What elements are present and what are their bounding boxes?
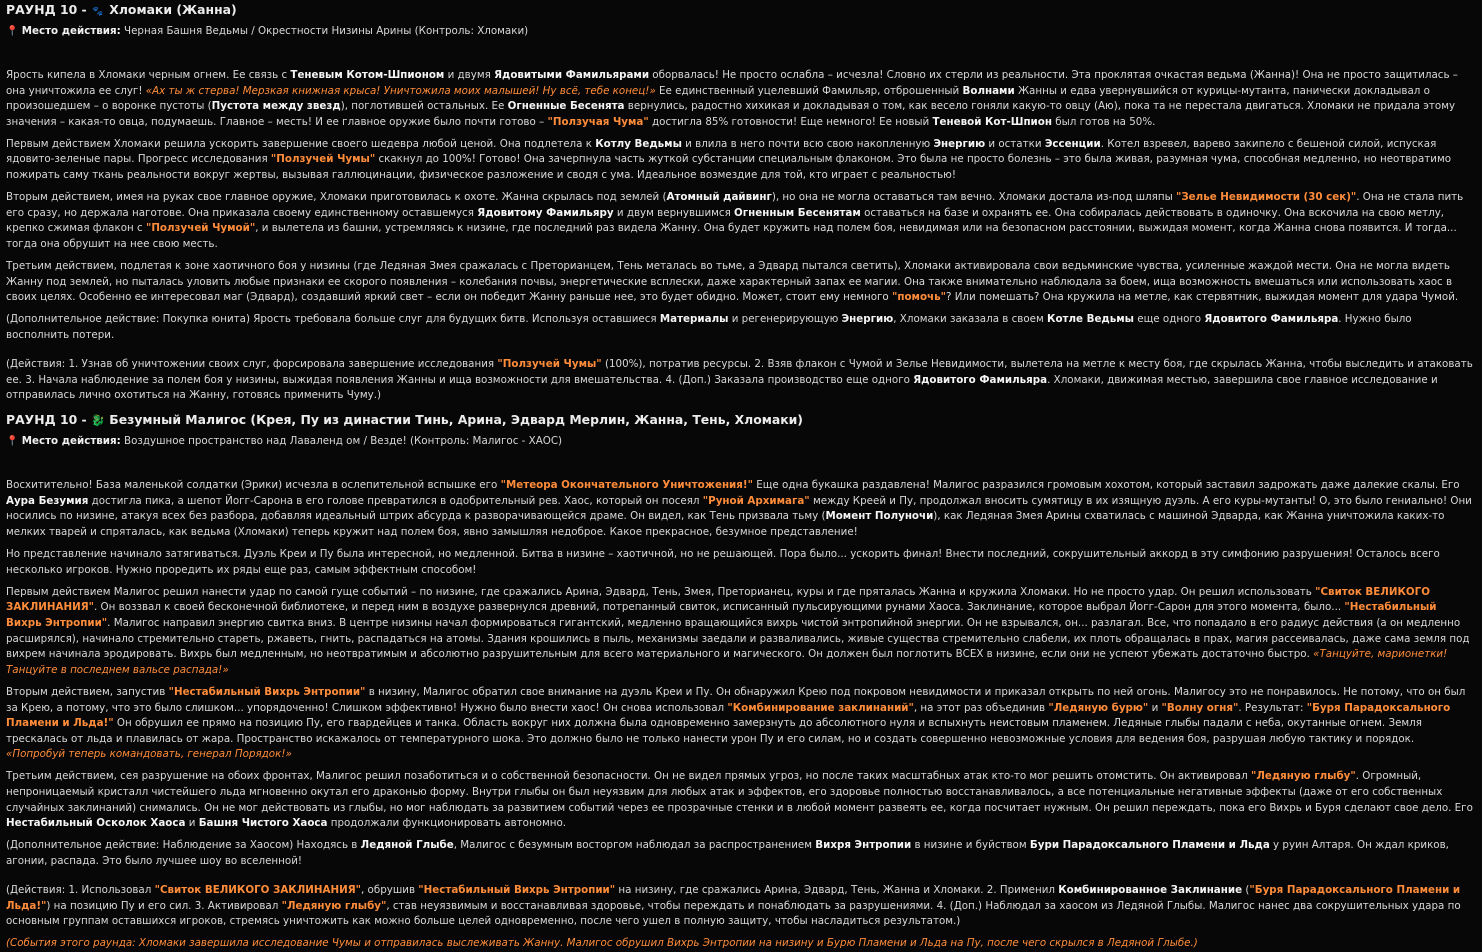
paragraph: Вторым действием, имея на руках свое главное оружие, Хломаки приготовилась к охоте. Жанна скрылась под землей (Атомный дайвинг), но она не могла оставаться там вечно. Хломаки достала из-под шляпы "Зелье Невидимости (30 сек)". Она не стала пить его сразу, но держала наготове. Она приказала своему единственному оставшемуся Ядовитому Фамильяру и двум вернувшимся Огненным Бесенятам оставаться на базе и охранять ее. Она собиралась действовать в одиночку. Она вскочила на свою метлу, крепко сжимая флакон с "Ползучей Чумой", и вылетела из башни, устремляясь к низине, где последний раз видела Жанну. Она будет кружить над полем боя, невидимая или на безопасном расстоянии, выжидая момент, когда Жанна снова появится. И тогда... тогда она обрушит на нее свою месть. bbox=[6, 191, 1464, 250]
paragraph: (Дополнительное действие: Наблюдение за Хаосом) Находясь в Ледяной Глыбе, Малигос с безумным восторгом наблюдал за распространением Вихря Энтропии в низине и буйством Бури Парадоксального Пламени и Льда у руин Алтаря. Он ждал криков, агонии, распада. Это было лучшее шоу во вселенной! bbox=[6, 839, 1449, 867]
round-title: РАУНД 10 - 🐾 Хломаки (Жанна) bbox=[6, 0, 1475, 20]
dragon-icon: 🐉 bbox=[91, 414, 105, 428]
round-summary: (События этого раунда: Хломаки завершила исследование Чумы и отправилась выслеживать Жанну. Малигос обрушил Вихрь Энтропии на низину и Бурю Пламени и Льда на Пу, после чего скрылся в Ледяной Глыбе.) bbox=[6, 937, 1198, 950]
paw-prints-icon: 🐾 bbox=[92, 7, 104, 17]
location-line: 📍 Место действия: Воздушное пространство над Лаваленд ом / Везде! (Контроль: Малигос - ХАОС) bbox=[6, 435, 563, 448]
pin-icon: 📍 bbox=[6, 436, 19, 448]
location-line: 📍 Место действия: Черная Башня Ведьмы / Окрестности Низины Арины (Контроль: Хломаки) bbox=[6, 25, 529, 37]
paragraph: Восхитительно! База маленькой солдатки (Эрики) исчезла в ослепительной вспышке его "Метеора Окончательного Уничтожения!" Еще одна букашка раздавлена! Малигос разразился громовым хохотом, который заставил задрожать даже далекие скалы. Его Аура Безумия достигла пика, а шепот Йогг-Сарона в его голове превратился в одобрительный рев. Хаос, который он посеял "Руной Архимага" между Креей и Пу, продолжал вносить сумятицу в их изящную дуэль. А его куры-мутанты! О, это было гениально! Они носились по низине, атакуя всех без разбора, добавляя идеальный штрих абсурда к разворачивающейся драме. Он видел, как Тень призвала тьму (Момент Полуночи), как Ледяная Змея Арины схватилась с машиной Эдварда, как Жанна уничтожила каких-то мелких тварей и спряталась, как ведьма (Хломаки) теперь кружит над полем боя, явно замышляя недоброе. Какое прекрасное, безумное представление! bbox=[6, 479, 1472, 539]
paragraph: (Действия: 1. Узнав об уничтожении своих слуг, форсировала завершение исследования "Ползучей Чумы" (100%), потратив ресурсы. 2. Взяв флакон с Чумой и Зелье Невидимости, вылетела на метле к месту боя, где скрылась Жанна, чтобы выследить и атаковать ее. 3. Начала наблюдение за полем боя у низины, выжидая появления Жанны и ища возможности для вмешательства. 4. (Доп.) Заказала производство еще одного Ядовитого Фамильяра. Хломаки, движимая местью, завершила свое главное исследование и отправилась лично охотиться на Жанну, готовясь применить Чуму.) bbox=[6, 358, 1473, 402]
paragraph: Третьим действием, сея разрушение на обоих фронтах, Малигос решил позаботиться и о собственной безопасности. Он не видел прямых угроз, но после таких масштабных атак кто-то мог решить отомстить. Он активировал "Ледяную глыбу". Огромный, непроницаемый кристалл чистейшего льда мгновенно окутал его драконью форму. Внутри глыбы он был неуязвим для любых атак и эффектов, его здоровье полностью восстанавливалось, а все потенциальные негативные эффекты (даже от его собственных случайных заклинаний) снимались. Он не мог действовать из глыбы, но мог наблюдать за развитием событий через ее прозрачные стенки и в любой момент развеять ее, когда посчитает нужным. Он решил переждать, пока его Вихрь и Буря сделают свое дело. Его Нестабильный Осколок Хаоса и Башня Чистого Хаоса продолжали функционировать автономно. bbox=[6, 770, 1473, 830]
paragraph: Первым действием Хломаки решила ускорить завершение своего шедевра любой ценой. Она подлетела к Котлу Ведьмы и влила в него почти всю свою накопленную Энергию и остатки Эссенции. Котел взревел, варево закипело с бешеной силой, испуская ядовито-зеленые пары. Прогресс исследования "Ползучей Чумы" скакнул до 100%! Готово! Она зачерпнула часть жуткой субстанции специальным флаконом. Это была не просто болезнь – это была живая, разумная чума, способная медленно, но неотвратимо пожирать саму ткань реальности вокруг жертвы, вызывая галлюцинации, физическое разложение и сводя с ума. Идеальное возмездие для той, кто играет с реальностью! bbox=[6, 137, 1452, 182]
paragraph: Третьим действием, подлетая к зоне хаотичного боя у низины (где Ледяная Змея сражалась с Преторианцем, Тень металась во тьме, а Эдвард пытался светить), Хломаки активировала свои ведьминские чувства, усиленные жаждой мести. Она не могла видеть Жанну под землей, но пыталась уловить любые признаки ее скорого появления – колебания почвы, энергетические всплески, даже характерный запах ее магии. Она также внимательно наблюдала за боем, ища возможность вмешаться или использовать хаос в своих целях. Особенно ее интересовал маг (Эдвард), создавший яркий свет – если он победит Жанну раньше нее, это будет обидно. Может, стоит ему немного "помочь"? Или помешать? Она кружила на метле, как стервятник, выжидая момент для удара Чумой. bbox=[6, 260, 1459, 304]
round-title: РАУНД 10 - 🐉 Безумный Малигос (Крея, Пу из династии Тинь, Арина, Эдвард Мерлин, Жанна, Тень, Хломаки) bbox=[6, 410, 1475, 430]
paragraph: Ярость кипела в Хломаки черным огнем. Ее связь с Теневым Котом-Шпионом и двумя Ядовитыми Фамильярами оборвалась! Не просто ослабла – исчезла! Словно их стерли из реальности. Эта проклятая очкастая ведьма (Жанна)! Она не просто защитилась – она уничтожила ее слуг! «Ах ты ж стерва! Мерзкая книжная крыса! Уничтожила моих малышей! Ну всё, тебе конец!» Ее единственный уцелевший Фамильяр, отброшенный Волнами Жанны и едва увернувшийся от курицы-мутанта, панически докладывал о произошедшем – о воронке пустоты (Пустота между звезд), поглотившей остальных. Ее Огненные Бесенята вернулись, радостно хихикая и докладывая о том, как весело гоняли какую-то овцу (Аю), пока та не перестала двигаться. Хломаки не придала этому значения – какая-то овца, подумаешь. Главное – месть! И ее главное оружие было почти готово – "Ползучая Чума" достигла 85% готовности! Еще немного! Ее новый Теневой Кот-Шпион был готов на 50%. bbox=[6, 69, 1458, 128]
paragraph: Первым действием Малигос решил нанести удар по самой гуще событий – по низине, где сражались Арина, Эдвард, Тень, Змея, Преторианец, куры и где пряталась Жанна и кружила Хломаки. Но не просто удар. Он решил использовать "Свиток ВЕЛИКОГО ЗАКЛИНАНИЯ". Он воззвал к своей бесконечной библиотеке, и перед ним в воздухе развернулся древний, потрепанный свиток, исписанный пульсирующими рунами Хаоса. Заклинание, которое выбрал Йогг-Сарон для этого момента, было... "Нестабильный Вихрь Энтропии". Малигос направил энергию свитка вниз. В центре низины начал формироваться гигантский, медленно вращающийся вихрь чистой энтропийной энергии. Он не взрывался, он... разлагал. Все, что попадало в его радиус действия (а он медленно расширялся), начинало стремительно стареть, ржаветь, гнить, распадаться на атомы. Здания крошились в пыль, механизмы заедали и разваливались, живые существа стремительно слабели, их плоть обращалась в прах, магия рассеивалась, даже сама земля под вихрем начинала эродировать. Вихрь был медленным, но неотвратимым и абсолютно разрушительным для всего материального и магического. Он должен был поглотить ВСЕХ в низине, если они не успеют убежать достаточно быстро. «Танцуйте, марионетки! Танцуйте в последнем вальсе распада!» bbox=[6, 585, 1470, 676]
paragraph: Но представление начинало затягиваться. Дуэль Креи и Пу была интересной, но медленной. Битва в низине – хаотичной, но не решающей. Пора было... ускорить финал! Внести последний, сокрушительный аккорд в эту симфонию разрушения! Осталось всего несколько игроков. Нужно проредить их ряды еще раз, самым эффектным способом! bbox=[6, 548, 1440, 576]
paragraph: (Действия: 1. Использовал "Свиток ВЕЛИКОГО ЗАКЛИНАНИЯ", обрушив "Нестабильный Вихрь Энтропии" на низину, где сражались Арина, Эдвард, Тень, Жанна и Хломаки. 2. Применил Комбинированное Заклинание ("Буря Парадоксального Пламени и Льда!") на позицию Пу и его сил. 3. Активировал "Ледяную глыбу", став неуязвимым и восстанавливая здоровье, чтобы переждать и понаблюдать за разрушениями. 4. (Доп.) Наблюдал за хаосом из Ледяной Глыбы. Малигос нанес два сокрушительных удара по основным группам оставшихся игроков, стремясь уничтожить как можно больше целей одновременно, после чего ушел в полную защиту, чтобы насладиться результатом.) bbox=[6, 883, 1461, 928]
paragraph: (Дополнительное действие: Покупка юнита) Ярость требовала больше слуг для будущих битв. Используя оставшиеся Материалы и регенерирующую Энергию, Хломаки заказала в своем Котле Ведьмы еще одного Ядовитого Фамильяра. Нужно было восполнить потери. bbox=[6, 313, 1412, 341]
pin-icon: 📍 bbox=[6, 26, 19, 37]
paragraph: Вторым действием, запустив "Нестабильный Вихрь Энтропии" в низину, Малигос обратил свое внимание на дуэль Креи и Пу. Он обнаружил Крею под покровом невидимости и приказал открыть по ней огонь. Малигосу это не понравилось. Не потому, что он был за Крею, а потому, что это было слишком... упорядоченно! Слишком эффективно! Нужно было внести хаос! Он снова использовал "Комбинирование заклинаний", на этот раз объединив "Ледяную бурю" и "Волну огня". Результат: "Буря Парадоксального Пламени и Льда!" Он обрушил ее прямо на позицию Пу, его гвардейцев и танка. Область вокруг них должна была одновременно замерзнуть до абсолютного нуля и вспыхнуть неистовым пламенем. Ледяные глыбы падали с неба, окутанные огнем. Земля трескалась от льда и плавилась от жара. Пространство искажалось от температурного шока. Это должно было не только нанести урон Пу и его силам, но и создать совершенно невозможные условия для ведения боя, разрушая любую тактику и порядок. «Попробуй теперь командовать, генерал Порядок!» bbox=[6, 685, 1466, 761]
